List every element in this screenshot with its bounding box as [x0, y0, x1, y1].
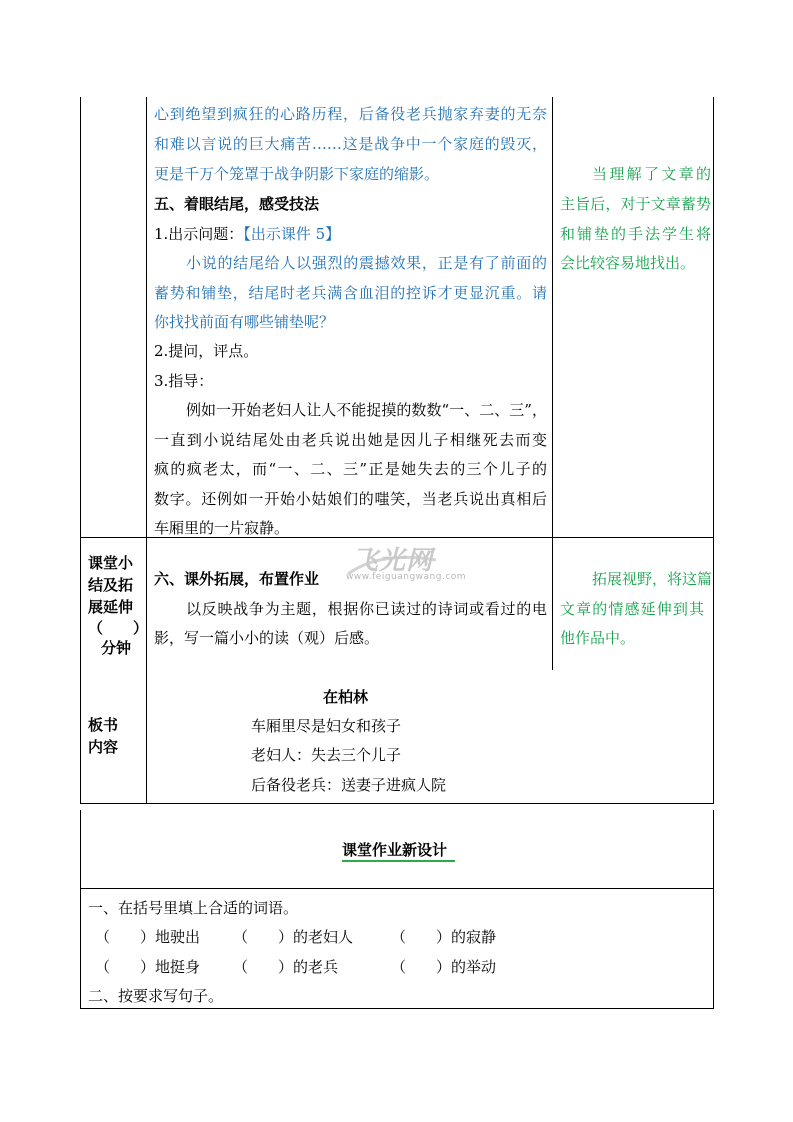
main-text-line: 更是千万个笼罩于战争阴影下家庭的缩影。 [154, 165, 440, 183]
section5-heading: 五、着眼结尾，感受技法 [154, 195, 320, 213]
blank-item: （ ）地挺身 [95, 958, 201, 976]
homework-title-underline [342, 860, 455, 862]
summary-label-line: 结及拓 [88, 576, 134, 594]
main-text-line: 心到绝望到疯狂的心路历程，后备役老兵抛家弃妻的无奈 [154, 105, 547, 123]
step3-line: 3.指导： [154, 372, 214, 390]
board-line: 老妇人：失去三个儿子 [251, 746, 402, 764]
board-label-line: 板书 [88, 716, 119, 734]
question-line: 小说的结尾给人以强烈的震撼效果，正是有了前面的 [186, 254, 547, 272]
guide-line: 例如一开始老妇人让人不能捉摸的数数“一、二、三”， [186, 401, 547, 419]
table-right-border [713, 97, 714, 804]
side-note-line: 当理解了文章的 [592, 165, 711, 183]
hw-right-border [713, 810, 714, 1009]
guide-line: 数字。还例如一开始小姑娘们的嗤笑，当老兵说出真相后 [154, 490, 547, 508]
board-title: 在柏林 [323, 688, 369, 706]
summary-label-line: 分钟 [101, 639, 132, 657]
summary-body-line: 以反映战争为主题，根据你已读过的诗词或看过的电 [186, 600, 547, 618]
hw-header-divider [80, 888, 714, 889]
table-col2-divider-mid [552, 537, 553, 670]
homework-question-2: 二、按要求写句子。 [88, 987, 224, 1005]
table-col2-divider-top [552, 97, 553, 537]
summary-label-line: 展延伸 [88, 598, 134, 616]
blank-item: （ ）地驶出 [95, 928, 201, 946]
guide-line: 疯的疯老太，而“一、二、三”正是她失去的三个儿子的 [154, 460, 547, 478]
summary-label-line: （ ） [88, 619, 149, 637]
table-col1-divider [146, 97, 147, 804]
step2-line: 2.提问，评点。 [154, 342, 259, 360]
side-note-line: 和铺垫的手法学生将 [560, 225, 711, 243]
step1-line [154, 224, 340, 244]
blank-item: （ ）的老妇人 [233, 928, 354, 946]
watermark-logo-text: 飞光网 [352, 546, 434, 576]
board-label-line: 内容 [88, 738, 119, 756]
main-text-line: 和难以言说的巨大痛苦……这是战争中一个家庭的毁灭， [154, 135, 547, 153]
summary-note-line: 文章的情感延伸到其 [560, 600, 704, 618]
section6-heading: 六、课外拓展，布置作业 [154, 570, 320, 588]
question-line: 你找找前面有哪些铺垫呢？ [154, 313, 335, 331]
summary-note-line: 他作品中。 [560, 629, 636, 647]
homework-title: 课堂作业新设计 [342, 841, 448, 859]
blank-item: （ ）的老兵 [233, 958, 339, 976]
hw-left-border [80, 810, 81, 1009]
table-bottom-border [80, 803, 714, 804]
blank-item: （ ）的举动 [391, 958, 497, 976]
blank-item: （ ）的寂静 [391, 928, 497, 946]
summary-body-line: 影，写一篇小小的读（观）后感。 [154, 629, 380, 647]
hw-bottom-border [80, 1008, 714, 1009]
side-note-line: 主旨后，对于文章蓄势 [560, 195, 711, 213]
guide-line: 一直到小说结尾处由老兵说出她是因儿子相继死去而变 [154, 431, 547, 449]
summary-note-line: 拓展视野，将这篇 [592, 570, 713, 588]
guide-line: 车厢里的一片寂静。 [154, 519, 290, 537]
side-note-line: 会比较容易地找出。 [560, 254, 696, 272]
board-line: 后备役老兵：送妻子进疯人院 [251, 776, 447, 794]
summary-label-line: 课堂小 [88, 554, 134, 572]
step1-prefix: 1.出示问题： [154, 225, 244, 243]
question-line: 蓄势和铺垫，结尾时老兵满含血泪的控诉才更显沉重。请 [154, 284, 547, 302]
board-line: 车厢里尽是妇女和孩子 [251, 717, 402, 735]
courseware-tag: 【出示课件 5】 [243, 225, 341, 243]
table-left-border [80, 97, 81, 804]
watermark-url: www.feiguangwang.com [346, 572, 467, 582]
homework-question-1: 一、在括号里填上合适的词语。 [88, 899, 299, 917]
